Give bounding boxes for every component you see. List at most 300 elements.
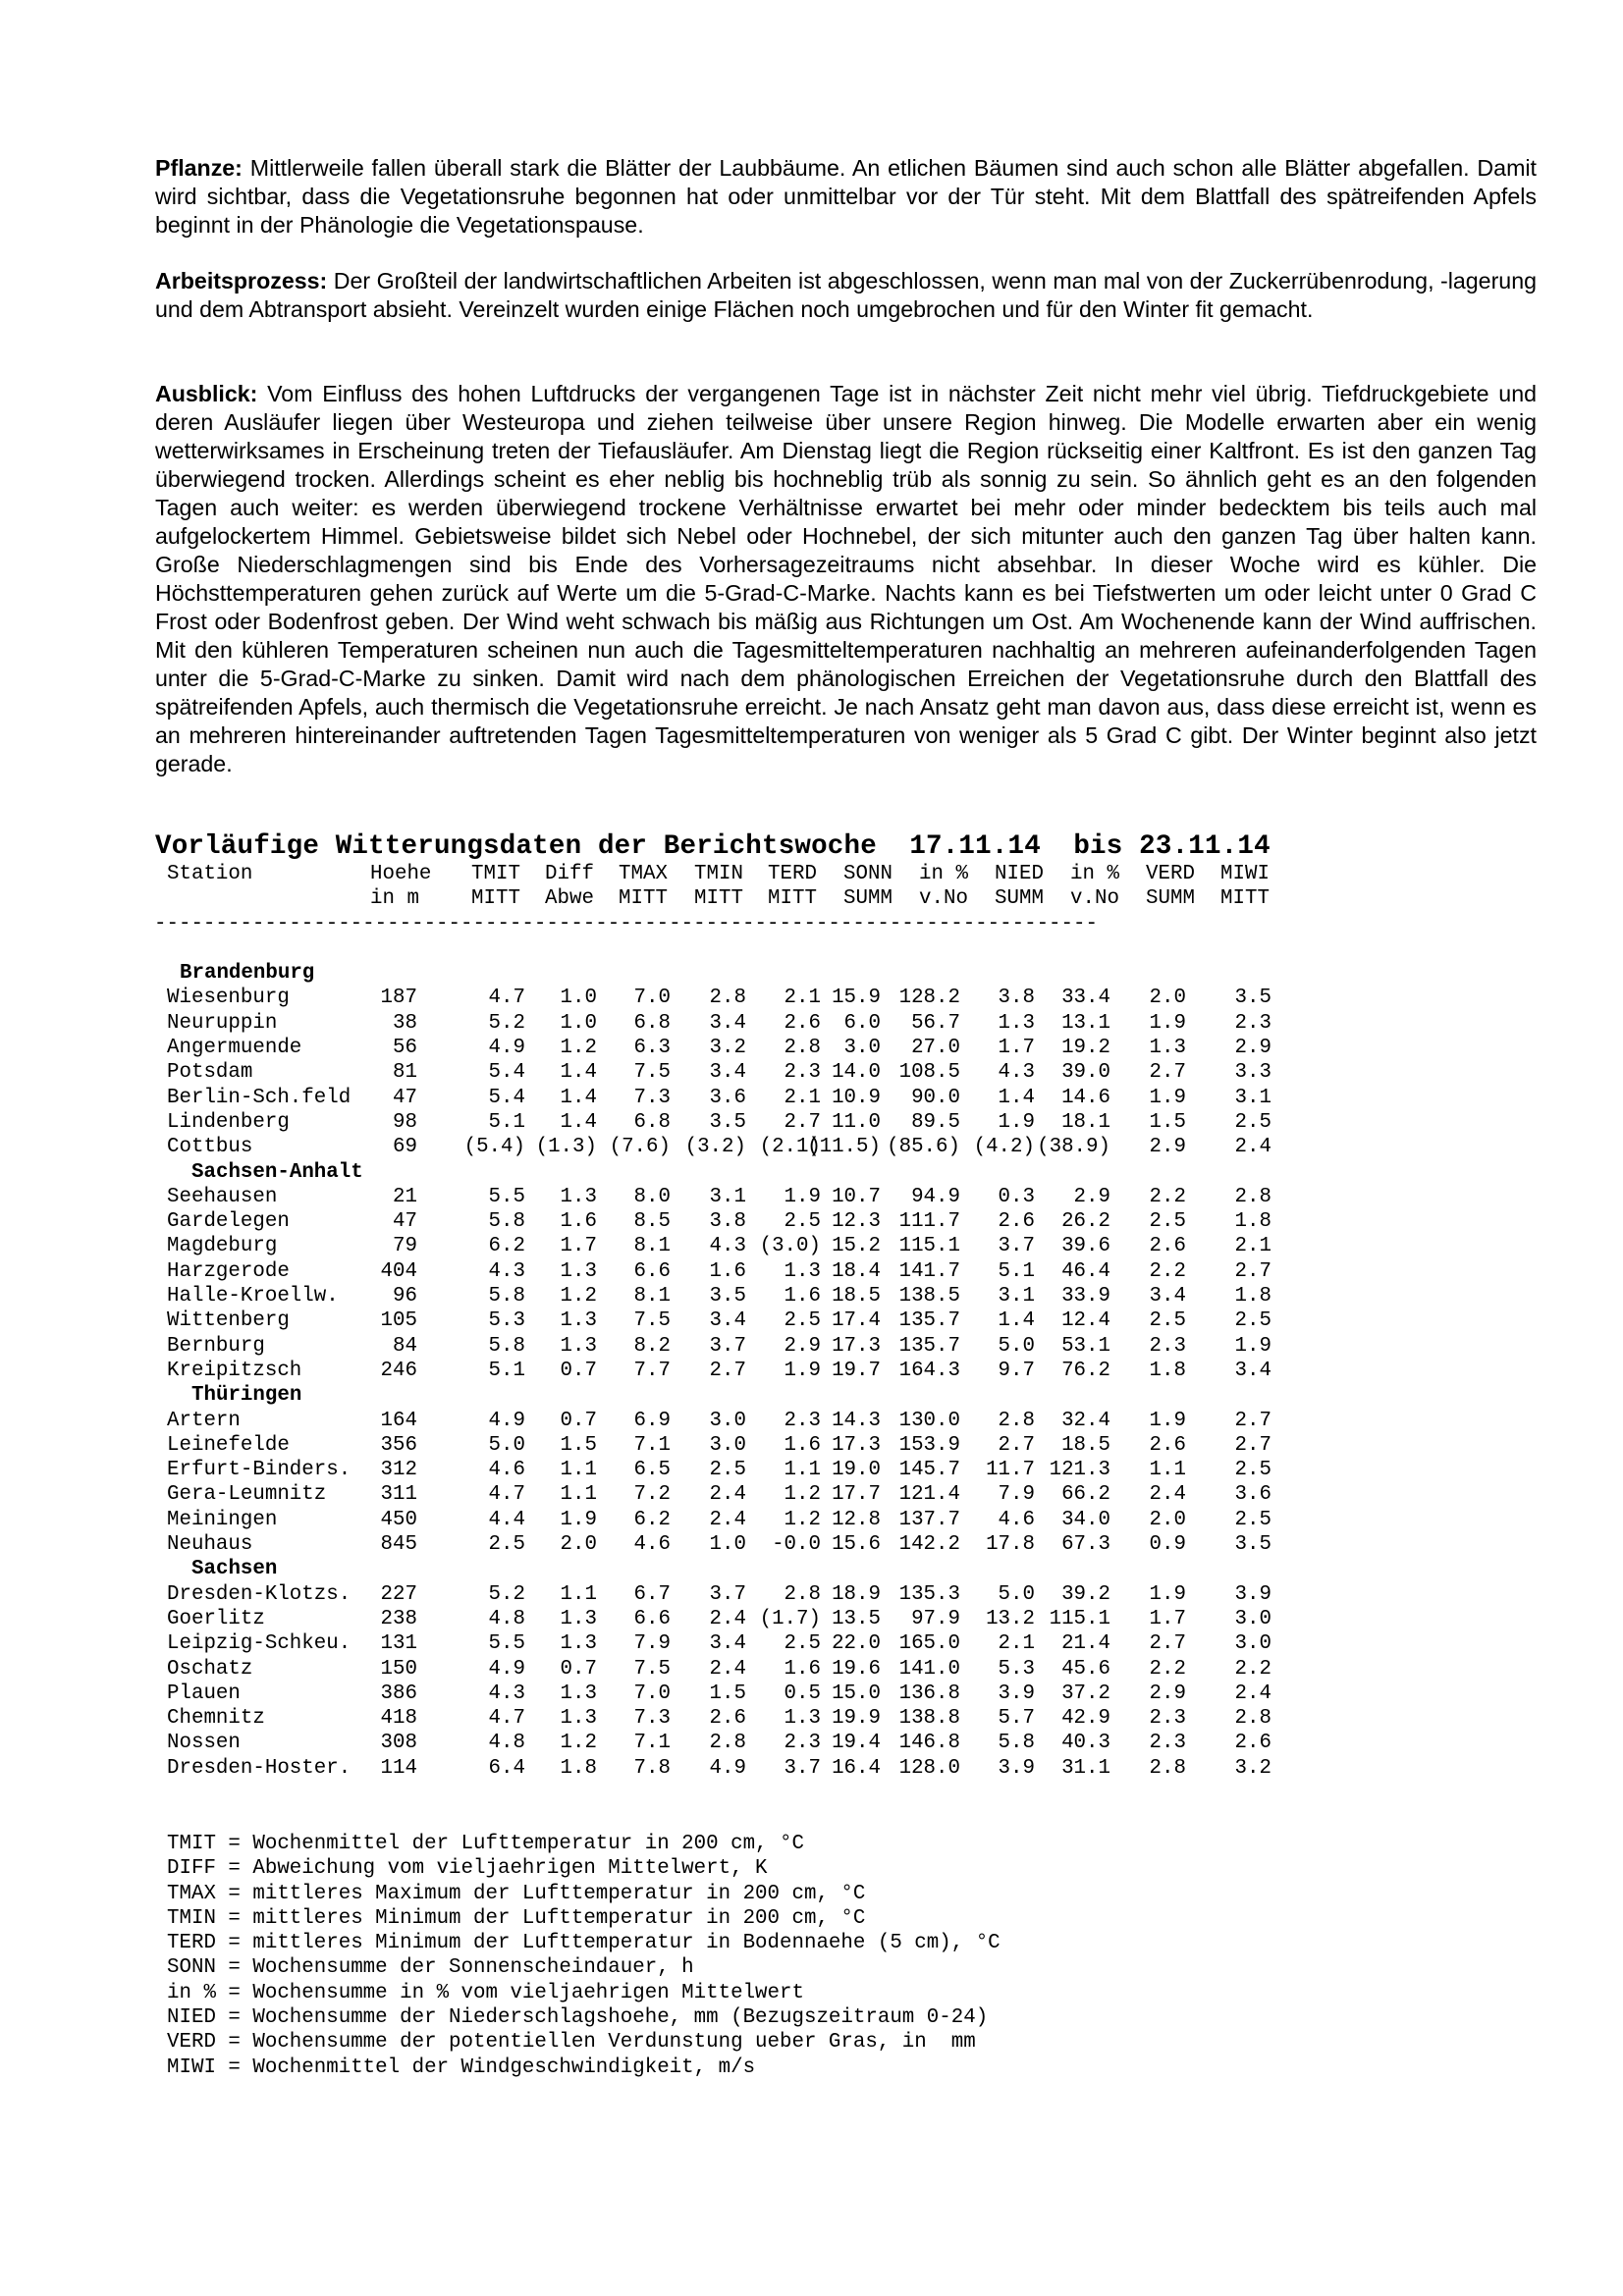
data-cell: 1.4 bbox=[998, 1086, 1035, 1109]
data-cell: 47 bbox=[393, 1210, 417, 1234]
data-cell: 3.5 bbox=[1234, 1533, 1271, 1557]
data-cell: 15.0 bbox=[832, 1682, 881, 1705]
data-cell: 97.9 bbox=[911, 1607, 960, 1630]
column-header: SONN bbox=[843, 863, 893, 885]
data-cell: (85.6) bbox=[887, 1136, 960, 1159]
data-cell: 5.0 bbox=[488, 1433, 525, 1457]
data-cell: 3.5 bbox=[709, 1285, 746, 1308]
station-name: Lindenberg bbox=[167, 1110, 290, 1134]
data-cell: 5.0 bbox=[998, 1582, 1035, 1606]
data-cell: (3.2) bbox=[684, 1136, 746, 1159]
data-cell: 19.4 bbox=[832, 1732, 881, 1755]
data-cell: 0.7 bbox=[560, 1409, 597, 1432]
data-cell: 2.7 bbox=[1149, 1061, 1186, 1085]
data-cell: 6.5 bbox=[633, 1459, 671, 1482]
data-cell: 4.6 bbox=[998, 1508, 1035, 1531]
data-cell: 2.6 bbox=[998, 1210, 1035, 1234]
legend-line: VERD = Wochensumme der potentiellen Verdunstung ueber Gras, in mm bbox=[167, 2031, 976, 2055]
data-cell: 2.2 bbox=[1234, 1657, 1271, 1681]
data-cell: 1.9 bbox=[1149, 1086, 1186, 1109]
data-cell: 311 bbox=[380, 1483, 417, 1507]
data-cell: 7.5 bbox=[633, 1657, 671, 1681]
data-cell: 90.0 bbox=[911, 1086, 960, 1109]
data-cell: 2.5 bbox=[1149, 1210, 1186, 1234]
data-cell: 1.9 bbox=[784, 1185, 821, 1208]
data-cell: 2.1 bbox=[784, 1086, 821, 1109]
data-cell: 108.5 bbox=[898, 1061, 960, 1085]
data-cell: 165.0 bbox=[898, 1632, 960, 1656]
data-cell: (5.4) bbox=[463, 1136, 525, 1159]
data-cell: 105 bbox=[380, 1309, 417, 1333]
data-cell: 84 bbox=[393, 1334, 417, 1358]
data-cell: (38.9) bbox=[1037, 1136, 1110, 1159]
column-header: SUMM bbox=[995, 887, 1044, 911]
region-heading: Sachsen bbox=[191, 1558, 278, 1581]
data-cell: 19.2 bbox=[1061, 1037, 1110, 1060]
data-cell: 6.6 bbox=[633, 1607, 671, 1630]
data-cell: 3.0 bbox=[709, 1409, 746, 1432]
data-cell: 7.5 bbox=[633, 1309, 671, 1333]
legend-line: in % = Wochensumme in % vom vieljaehrigen Mittelwert bbox=[167, 1981, 804, 2004]
paragraph-text: Vom Einfluss des hohen Luftdrucks der vergangenen Tage ist in nächster Zeit nicht mehr viel übrig. Tiefdruckgebiete und deren Ausläufer liegen über Westeuropa und ziehen teilweise über unsere Region hinweg. Die Modelle erwarten aber ein wenig wetterwirksames in Erscheinung treten der Tiefausläufer. Am Dienstag liegt die Region rückseitig einer Kaltfront. Es ist den ganzen Tag überwiegend trocken. Allerdings scheint es eher neblig bis hochneblig trüb als sonnig zu sein. So ähnlich geht es an den folgenden Tagen auch weiter: es werden überwiegend trockene Verhältnisse erwartet bei mehr oder minder bedecktem bis teils auch mal aufgelockertem Himmel. Gebietsweise bildet sich Nebel oder Hochnebel, der sich mitunter auch den ganzen Tag über halten kann. Große Niederschlagmengen sind bis Ende des Vorhersagezeitraums nicht absehbar. In dieser Woche wird es kühler. Die Höchsttemperaturen gehen zurück auf Werte um die 5-Grad-C-Marke. Nachts kann es bei Tiefstwerten um oder leicht unter 0 Grad C Frost oder Bodenfrost geben. Der Wind weht schwach bis mäßig aus Richtungen um Ost. Am Wochenende kann der Wind auffrischen. Mit den kühleren Temperaturen scheinen nun auch die Tagesmitteltemperaturen nachhaltig an mehreren aufeinanderfolgenden Tagen unter die 5-Grad-C-Marke zu sinken. Damit wird nach dem phänologischen Erreichen der Vegetationsruhe durch den Blattfall des spätreifenden Apfels, auch thermisch die Vegetationsruhe erreicht. Je nach Ansatz geht man davon aus, dass diese erreicht ist, wenn es an mehreren hintereinander auftretenden Tagen Tagesmitteltemperaturen von weniger als 5 Grad C gibt. Der Winter beginnt also jetzt gerade. bbox=[155, 381, 1537, 776]
column-header: TERD bbox=[768, 863, 817, 885]
column-header: MIWI bbox=[1220, 863, 1270, 885]
data-cell: 15.2 bbox=[832, 1235, 881, 1258]
data-cell: (7.6) bbox=[609, 1136, 671, 1159]
data-cell: 1.3 bbox=[560, 1334, 597, 1358]
data-cell: 141.0 bbox=[898, 1657, 960, 1681]
data-cell: 2.0 bbox=[560, 1533, 597, 1557]
data-cell: 3.7 bbox=[784, 1756, 821, 1780]
data-cell: 2.9 bbox=[1234, 1037, 1271, 1060]
data-cell: 7.0 bbox=[633, 987, 671, 1010]
data-cell: 2.7 bbox=[1234, 1259, 1271, 1283]
data-cell: 21.4 bbox=[1061, 1632, 1110, 1656]
data-cell: 6.2 bbox=[488, 1235, 525, 1258]
data-cell: 845 bbox=[380, 1533, 417, 1557]
data-cell: 7.7 bbox=[633, 1359, 671, 1382]
data-cell: 3.1 bbox=[998, 1285, 1035, 1308]
data-cell: 150 bbox=[380, 1657, 417, 1681]
data-cell: 17.7 bbox=[832, 1483, 881, 1507]
data-cell: 5.3 bbox=[998, 1657, 1035, 1681]
data-cell: 14.0 bbox=[832, 1061, 881, 1085]
data-cell: 2.8 bbox=[1149, 1756, 1186, 1780]
data-cell: 15.9 bbox=[832, 987, 881, 1010]
data-cell: 187 bbox=[380, 987, 417, 1010]
data-cell: 1.3 bbox=[560, 1185, 597, 1208]
data-cell: 4.7 bbox=[488, 987, 525, 1010]
data-cell: 2.5 bbox=[1234, 1110, 1271, 1134]
data-cell: 2.7 bbox=[1149, 1632, 1186, 1656]
data-cell: 1.9 bbox=[784, 1359, 821, 1382]
data-cell: 2.5 bbox=[1149, 1309, 1186, 1333]
data-cell: 7.8 bbox=[633, 1756, 671, 1780]
data-cell: 4.7 bbox=[488, 1707, 525, 1731]
data-cell: 2.3 bbox=[784, 1061, 821, 1085]
data-cell: 1.1 bbox=[560, 1459, 597, 1482]
data-cell: 2.1 bbox=[998, 1632, 1035, 1656]
data-cell: 115.1 bbox=[898, 1235, 960, 1258]
data-cell: 2.8 bbox=[784, 1582, 821, 1606]
data-cell: 39.0 bbox=[1061, 1061, 1110, 1085]
column-header: in m bbox=[370, 887, 419, 911]
data-cell: 5.8 bbox=[488, 1210, 525, 1234]
data-cell: 16.4 bbox=[832, 1756, 881, 1780]
data-cell: 2.1 bbox=[1234, 1235, 1271, 1258]
column-header: Station bbox=[167, 863, 253, 885]
data-cell: 3.0 bbox=[1234, 1632, 1271, 1656]
data-cell: 13.2 bbox=[986, 1607, 1035, 1630]
data-cell: 1.4 bbox=[998, 1309, 1035, 1333]
data-cell: 3.0 bbox=[843, 1037, 881, 1060]
data-cell: 22.0 bbox=[832, 1632, 881, 1656]
data-cell: 13.5 bbox=[832, 1607, 881, 1630]
data-cell: 7.1 bbox=[633, 1433, 671, 1457]
data-cell: 1.7 bbox=[1149, 1607, 1186, 1630]
data-cell: 3.2 bbox=[709, 1037, 746, 1060]
data-cell: 4.9 bbox=[709, 1756, 746, 1780]
data-cell: 46.4 bbox=[1061, 1259, 1110, 1283]
data-cell: 2.5 bbox=[784, 1210, 821, 1234]
data-cell: 3.8 bbox=[998, 987, 1035, 1010]
data-cell: 2.6 bbox=[1149, 1235, 1186, 1258]
data-cell: 2.5 bbox=[1234, 1459, 1271, 1482]
data-cell: 4.9 bbox=[488, 1657, 525, 1681]
data-cell: -0.0 bbox=[772, 1533, 821, 1557]
data-cell: 5.2 bbox=[488, 1582, 525, 1606]
data-cell: 246 bbox=[380, 1359, 417, 1382]
station-name: Magdeburg bbox=[167, 1235, 278, 1258]
data-cell: 2.8 bbox=[784, 1037, 821, 1060]
data-cell: 2.4 bbox=[1234, 1136, 1271, 1159]
region-heading: Sachsen-Anhalt bbox=[191, 1160, 363, 1184]
data-cell: 2.9 bbox=[784, 1334, 821, 1358]
station-name: Artern bbox=[167, 1409, 241, 1432]
data-cell: 1.0 bbox=[560, 987, 597, 1010]
data-cell: 11.0 bbox=[832, 1110, 881, 1134]
data-cell: 19.6 bbox=[832, 1657, 881, 1681]
data-cell: 53.1 bbox=[1061, 1334, 1110, 1358]
data-cell: 128.2 bbox=[898, 987, 960, 1010]
column-header: MITT bbox=[471, 887, 520, 911]
station-name: Meiningen bbox=[167, 1508, 278, 1531]
data-cell: 4.8 bbox=[488, 1607, 525, 1630]
data-cell: 2.5 bbox=[1234, 1508, 1271, 1531]
data-cell: 2.4 bbox=[709, 1657, 746, 1681]
data-cell: 1.3 bbox=[998, 1011, 1035, 1035]
data-cell: 5.8 bbox=[488, 1285, 525, 1308]
data-cell: 4.6 bbox=[488, 1459, 525, 1482]
data-cell: 3.7 bbox=[998, 1235, 1035, 1258]
data-cell: 0.5 bbox=[784, 1682, 821, 1705]
data-cell: 32.4 bbox=[1061, 1409, 1110, 1432]
data-cell: 5.8 bbox=[488, 1334, 525, 1358]
column-header: in % bbox=[1070, 863, 1119, 885]
data-cell: 7.2 bbox=[633, 1483, 671, 1507]
data-cell: 6.0 bbox=[843, 1011, 881, 1035]
data-cell: 135.3 bbox=[898, 1582, 960, 1606]
data-cell: 18.1 bbox=[1061, 1110, 1110, 1134]
data-cell: (4.2) bbox=[973, 1136, 1035, 1159]
data-cell: 8.1 bbox=[633, 1285, 671, 1308]
data-cell: 94.9 bbox=[911, 1185, 960, 1208]
data-cell: 5.4 bbox=[488, 1061, 525, 1085]
data-cell: 115.1 bbox=[1049, 1607, 1110, 1630]
data-cell: 18.9 bbox=[832, 1582, 881, 1606]
station-name: Gardelegen bbox=[167, 1210, 290, 1234]
data-cell: 2.4 bbox=[709, 1607, 746, 1630]
data-cell: 3.5 bbox=[709, 1110, 746, 1134]
data-cell: 89.5 bbox=[911, 1110, 960, 1134]
data-cell: 135.7 bbox=[898, 1334, 960, 1358]
data-cell: 56 bbox=[393, 1037, 417, 1060]
data-cell: 7.0 bbox=[633, 1682, 671, 1705]
column-header: MITT bbox=[1220, 887, 1270, 911]
data-cell: 2.4 bbox=[1149, 1483, 1186, 1507]
data-cell: 153.9 bbox=[898, 1433, 960, 1457]
legend-line: TMIN = mittleres Minimum der Lufttemperatur in 200 cm, °C bbox=[167, 1906, 866, 1930]
data-cell: 12.4 bbox=[1061, 1309, 1110, 1333]
data-cell: 39.6 bbox=[1061, 1235, 1110, 1258]
data-cell: 164.3 bbox=[898, 1359, 960, 1382]
data-cell: 3.4 bbox=[709, 1011, 746, 1035]
data-cell: 308 bbox=[380, 1732, 417, 1755]
data-cell: 4.3 bbox=[488, 1682, 525, 1705]
data-cell: 7.1 bbox=[633, 1732, 671, 1755]
data-cell: 2.6 bbox=[1234, 1732, 1271, 1755]
data-cell: 1.1 bbox=[560, 1483, 597, 1507]
data-cell: 135.7 bbox=[898, 1309, 960, 1333]
data-cell: 3.4 bbox=[1149, 1285, 1186, 1308]
station-name: Neuhaus bbox=[167, 1533, 253, 1557]
data-cell: 5.5 bbox=[488, 1632, 525, 1656]
data-cell: 3.0 bbox=[1234, 1607, 1271, 1630]
data-cell: 2.7 bbox=[1234, 1433, 1271, 1457]
data-cell: 2.3 bbox=[784, 1732, 821, 1755]
data-cell: 1.9 bbox=[998, 1110, 1035, 1134]
data-cell: 76.2 bbox=[1061, 1359, 1110, 1382]
station-name: Dresden-Klotzs. bbox=[167, 1582, 352, 1606]
data-cell: 13.1 bbox=[1061, 1011, 1110, 1035]
data-cell: 2.5 bbox=[1234, 1309, 1271, 1333]
data-cell: 3.1 bbox=[709, 1185, 746, 1208]
column-header: Abwe bbox=[545, 887, 594, 911]
data-cell: 8.0 bbox=[633, 1185, 671, 1208]
paragraph-arbeitsprozess bbox=[155, 267, 1537, 324]
data-cell: 3.7 bbox=[709, 1334, 746, 1358]
column-header: TMAX bbox=[619, 863, 668, 885]
data-cell: 27.0 bbox=[911, 1037, 960, 1060]
data-cell: 114 bbox=[380, 1756, 417, 1780]
data-cell: 2.7 bbox=[1234, 1409, 1271, 1432]
data-cell: (2.1) bbox=[759, 1136, 821, 1159]
column-header: TMIT bbox=[471, 863, 520, 885]
legend-line: TMAX = mittleres Maximum der Lufttemperatur in 200 cm, °C bbox=[167, 1882, 866, 1905]
data-cell: 141.7 bbox=[898, 1259, 960, 1283]
data-cell: 3.4 bbox=[709, 1632, 746, 1656]
data-cell: 0.9 bbox=[1149, 1533, 1186, 1557]
data-cell: 0.7 bbox=[560, 1359, 597, 1382]
data-cell: 2.3 bbox=[784, 1409, 821, 1432]
data-cell: 3.8 bbox=[709, 1210, 746, 1234]
paragraph-label: Arbeitsprozess: bbox=[155, 268, 328, 294]
data-cell: 138.5 bbox=[898, 1285, 960, 1308]
data-cell: 6.3 bbox=[633, 1037, 671, 1060]
data-cell: 2.5 bbox=[488, 1533, 525, 1557]
data-cell: 2.2 bbox=[1149, 1185, 1186, 1208]
data-cell: 4.3 bbox=[709, 1235, 746, 1258]
data-cell: 6.9 bbox=[633, 1409, 671, 1432]
column-header: v.No bbox=[1070, 887, 1119, 911]
data-cell: 6.6 bbox=[633, 1259, 671, 1283]
data-cell: 17.3 bbox=[832, 1433, 881, 1457]
data-cell: 1.2 bbox=[560, 1037, 597, 1060]
data-cell: 15.6 bbox=[832, 1533, 881, 1557]
data-cell: 1.1 bbox=[1149, 1459, 1186, 1482]
data-cell: 1.3 bbox=[560, 1632, 597, 1656]
data-cell: 7.3 bbox=[633, 1086, 671, 1109]
data-cell: 2.8 bbox=[709, 1732, 746, 1755]
data-cell: 2.8 bbox=[709, 987, 746, 1010]
data-cell: 10.9 bbox=[832, 1086, 881, 1109]
data-cell: 5.7 bbox=[998, 1707, 1035, 1731]
data-cell: 7.9 bbox=[633, 1632, 671, 1656]
station-name: Neuruppin bbox=[167, 1011, 278, 1035]
data-cell: 146.8 bbox=[898, 1732, 960, 1755]
data-cell: 1.0 bbox=[709, 1533, 746, 1557]
station-name: Goerlitz bbox=[167, 1607, 265, 1630]
station-name: Leinefelde bbox=[167, 1433, 290, 1457]
abbreviation-legend bbox=[167, 1832, 1001, 2080]
data-cell: 3.9 bbox=[998, 1682, 1035, 1705]
station-name: Oschatz bbox=[167, 1657, 253, 1681]
data-cell: 1.6 bbox=[784, 1433, 821, 1457]
data-cell: 1.1 bbox=[784, 1459, 821, 1482]
data-cell: 137.7 bbox=[898, 1508, 960, 1531]
data-cell: 2.5 bbox=[784, 1632, 821, 1656]
data-cell: 4.4 bbox=[488, 1508, 525, 1531]
data-cell: 0.3 bbox=[998, 1185, 1035, 1208]
data-cell: 45.6 bbox=[1061, 1657, 1110, 1681]
data-cell: 1.6 bbox=[709, 1259, 746, 1283]
data-cell: 69 bbox=[393, 1136, 417, 1159]
station-name: Berlin-Sch.feld bbox=[167, 1086, 352, 1109]
data-cell: 4.9 bbox=[488, 1409, 525, 1432]
paragraph-label: Pflanze: bbox=[155, 155, 243, 181]
data-cell: 6.7 bbox=[633, 1582, 671, 1606]
data-cell: 2.2 bbox=[1149, 1657, 1186, 1681]
data-cell: 3.6 bbox=[709, 1086, 746, 1109]
data-cell: 6.2 bbox=[633, 1508, 671, 1531]
data-cell: 2.1 bbox=[784, 987, 821, 1010]
data-cell: 1.9 bbox=[560, 1508, 597, 1531]
data-cell: 3.4 bbox=[1234, 1359, 1271, 1382]
data-cell: 5.1 bbox=[488, 1110, 525, 1134]
data-cell: 2.3 bbox=[1234, 1011, 1271, 1035]
data-cell: 2.3 bbox=[1149, 1334, 1186, 1358]
station-name: Leipzig-Schkeu. bbox=[167, 1632, 352, 1656]
data-cell: 3.3 bbox=[1234, 1061, 1271, 1085]
data-cell: 2.6 bbox=[784, 1011, 821, 1035]
data-cell: 142.2 bbox=[898, 1533, 960, 1557]
legend-line: DIFF = Abweichung vom vieljaehrigen Mittelwert, K bbox=[167, 1857, 768, 1881]
data-cell: 3.2 bbox=[1234, 1756, 1271, 1780]
data-cell: (1.3) bbox=[535, 1136, 597, 1159]
data-cell: 227 bbox=[380, 1582, 417, 1606]
data-cell: 17.4 bbox=[832, 1309, 881, 1333]
data-cell: 4.9 bbox=[488, 1037, 525, 1060]
data-cell: 1.3 bbox=[784, 1259, 821, 1283]
column-header: TMIN bbox=[694, 863, 743, 885]
data-cell: 31.1 bbox=[1061, 1756, 1110, 1780]
data-cell: 1.5 bbox=[709, 1682, 746, 1705]
separator-line: ----------------------------------------------------------------------------- bbox=[154, 912, 1098, 935]
paragraph-label: Ausblick: bbox=[155, 381, 258, 406]
region-heading: Thüringen bbox=[191, 1384, 302, 1408]
data-cell: 39.2 bbox=[1061, 1582, 1110, 1606]
data-cell: 1.3 bbox=[560, 1607, 597, 1630]
data-cell: 5.1 bbox=[998, 1259, 1035, 1283]
data-cell: (11.5) bbox=[807, 1136, 881, 1159]
station-name: Erfurt-Binders. bbox=[167, 1459, 352, 1482]
station-name: Dresden-Hoster. bbox=[167, 1756, 352, 1780]
column-header: NIED bbox=[995, 863, 1044, 885]
data-cell: 138.8 bbox=[898, 1707, 960, 1731]
data-cell: 3.5 bbox=[1234, 987, 1271, 1010]
station-name: Wiesenburg bbox=[167, 987, 290, 1010]
data-cell: 12.3 bbox=[832, 1210, 881, 1234]
data-cell: 33.4 bbox=[1061, 987, 1110, 1010]
data-cell: 4.3 bbox=[998, 1061, 1035, 1085]
data-cell: 356 bbox=[380, 1433, 417, 1457]
data-cell: 2.4 bbox=[709, 1508, 746, 1531]
data-cell: 1.6 bbox=[560, 1210, 597, 1234]
data-cell: 2.4 bbox=[709, 1483, 746, 1507]
data-cell: 386 bbox=[380, 1682, 417, 1705]
data-cell: 1.3 bbox=[560, 1309, 597, 1333]
column-header: in % bbox=[919, 863, 968, 885]
data-cell: 8.5 bbox=[633, 1210, 671, 1234]
data-cell: 18.5 bbox=[832, 1285, 881, 1308]
data-cell: 38 bbox=[393, 1011, 417, 1035]
data-cell: 81 bbox=[393, 1061, 417, 1085]
station-name: Halle-Kroellw. bbox=[167, 1285, 339, 1308]
data-cell: 2.5 bbox=[784, 1309, 821, 1333]
data-cell: 4.8 bbox=[488, 1732, 525, 1755]
station-name: Potsdam bbox=[167, 1061, 253, 1085]
data-cell: 14.6 bbox=[1061, 1086, 1110, 1109]
data-cell: 4.3 bbox=[488, 1259, 525, 1283]
data-cell: 2.3 bbox=[1149, 1732, 1186, 1755]
table-title: Vorläufige Witterungsdaten der Berichtswoche 17.11.14 bis 23.11.14 bbox=[155, 831, 1271, 862]
data-cell: 1.9 bbox=[1234, 1334, 1271, 1358]
data-cell: 404 bbox=[380, 1259, 417, 1283]
data-cell: 1.1 bbox=[560, 1582, 597, 1606]
data-cell: 18.4 bbox=[832, 1259, 881, 1283]
data-cell: 3.6 bbox=[1234, 1483, 1271, 1507]
data-cell: 1.2 bbox=[784, 1508, 821, 1531]
data-cell: 3.1 bbox=[1234, 1086, 1271, 1109]
data-cell: 3.9 bbox=[998, 1756, 1035, 1780]
data-cell: 2.7 bbox=[784, 1110, 821, 1134]
station-name: Seehausen bbox=[167, 1185, 278, 1208]
data-cell: 19.7 bbox=[832, 1359, 881, 1382]
data-cell: 21 bbox=[393, 1185, 417, 1208]
data-cell: 1.4 bbox=[560, 1086, 597, 1109]
data-cell: 3.9 bbox=[1234, 1582, 1271, 1606]
data-cell: 66.2 bbox=[1061, 1483, 1110, 1507]
